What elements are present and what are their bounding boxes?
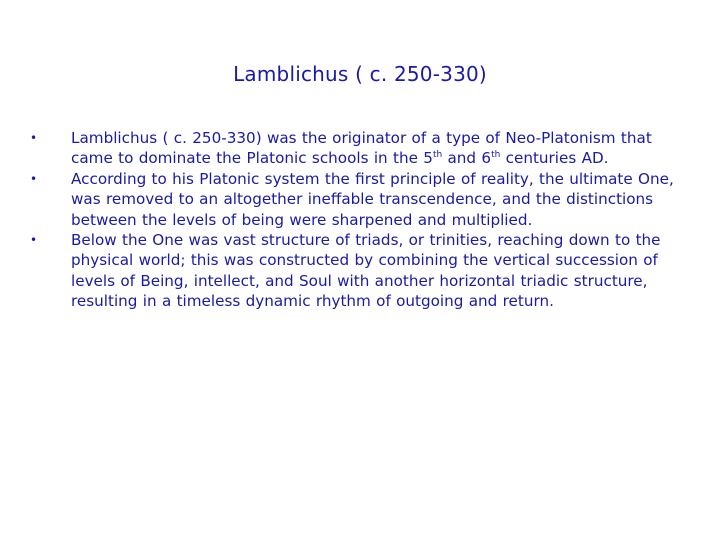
superscript-th: th <box>432 150 443 161</box>
bullet-text: Below the One was vast structure of triads, or trinities, reaching down to the physical world; this was constructed by combining the vertical succession of levels of Being, intellect, and Soul with another horizontal triadic structure, resulting in a timeless dynamic rhythm of outgoing and return. <box>71 231 661 311</box>
bullet-item <box>28 128 688 169</box>
bullet-text: Lamblichus ( c. 250-330) was the originator of a type of Neo-Platonism that came to dominate the Platonic schools in the 5 <box>71 129 652 168</box>
bullet-text: and 6 <box>442 149 492 168</box>
bullet-marker: • <box>30 171 38 186</box>
superscript-th: th <box>491 150 501 161</box>
bullet-item <box>28 169 688 230</box>
bullet-marker: • <box>30 233 38 248</box>
bullet-marker: • <box>30 131 38 145</box>
bullet-text: According to his Platonic system the first principle of reality, the ultimate One, was removed to an altogether ineffable transcendence, and the distinctions between the levels of being were sharpened and multiplied. <box>71 169 674 229</box>
bullet-list <box>28 128 688 312</box>
slide-title: Lamblichus ( c. 250-330) <box>233 62 487 86</box>
bullet-text: centuries AD. <box>500 149 609 168</box>
bullet-item <box>28 230 688 312</box>
